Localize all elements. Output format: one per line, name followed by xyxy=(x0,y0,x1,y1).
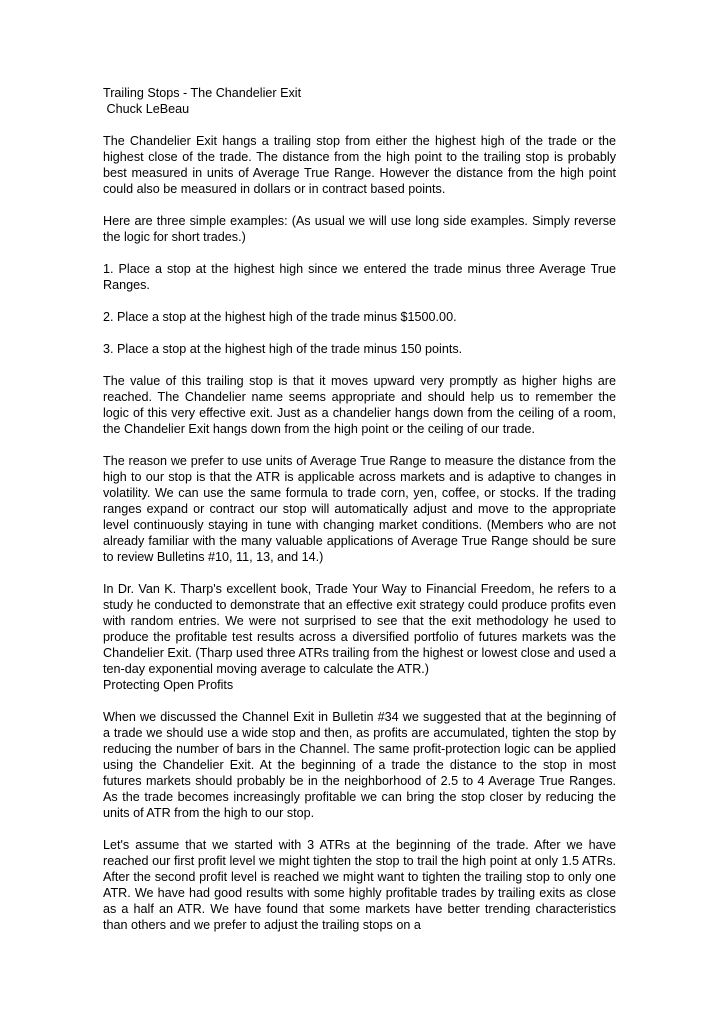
paragraph-value: The value of this trailing stop is that it moves upward very promptly as higher highs are reached. The Chandelier name seems appropriate and should help us to remember the logic of this very effective exit. Just as a chandelier hangs down from the ceiling of a room, the Chandelier Exit hangs down from the high point or the ceiling of our trade. xyxy=(103,374,616,436)
paragraph-intro: The Chandelier Exit hangs a trailing stop from either the highest high of the trade or the highest close of the trade. The distance from the high point to the trailing stop is probably best measured in units of Average True Range. However the distance from the high point could also be measured in dollars or in contract based points. xyxy=(103,134,616,196)
paragraph-example-3: 3. Place a stop at the highest high of the trade minus 150 points. xyxy=(103,342,463,356)
document-page xyxy=(103,85,616,949)
paragraph-examples: Here are three simple examples: (As usual we will use long side examples. Simply reverse the logic for short trades.) xyxy=(103,214,616,244)
paragraph-example-2: 2. Place a stop at the highest high of the trade minus $1500.00. xyxy=(103,310,457,324)
paragraph-example-1: 1. Place a stop at the highest high since we entered the trade minus three Average True Ranges. xyxy=(103,262,616,292)
section-heading: Protecting Open Profits xyxy=(103,678,234,692)
paragraph-channel-exit: When we discussed the Channel Exit in Bulletin #34 we suggested that at the beginning of a trade we should use a wide stop and then, as profits are accumulated, tighten the stop by reducing the number of bars in the Channel. The same profit-protection logic can be applied using the Chandelier Exit. At the beginning of a trade the distance to the stop in most futures markets should probably be in the neighborhood of 2.5 to 4 Average True Ranges. As the trade becomes increasingly profitable we can bring the stop closer by reducing the units of ATR from the high to our stop. xyxy=(103,710,616,820)
document-author: Chuck LeBeau xyxy=(103,102,190,116)
paragraph-tharp: In Dr. Van K. Tharp's excellent book, Trade Your Way to Financial Freedom, he refers to a study he conducted to demonstrate that an effective exit strategy could produce profits even with random entries. We were not surprised to see that the exit methodology he used to produce the profitable test results across a diversified portfolio of futures markets was the Chandelier Exit. (Tharp used three ATRs trailing from the highest or lowest close and used a ten-day exponential moving average to calculate the ATR.) xyxy=(103,582,616,676)
paragraph-atr-levels: Let's assume that we started with 3 ATRs at the beginning of the trade. After we have reached our first profit level we might tighten the stop to trail the high point at only 1.5 ATRs. After the second profit level is reached we might want to tighten the trailing stop to only one ATR. We have had good results with some highly profitable trades by trailing exits as close as a half an ATR. We have found that some markets have better trending characteristics than others and we prefer to adjust the trailing stops on a xyxy=(103,838,616,932)
document-title: Trailing Stops - The Chandelier Exit xyxy=(103,86,302,100)
paragraph-atr-reason: The reason we prefer to use units of Average True Range to measure the distance from the high to our stop is that the ATR is applicable across markets and is adaptive to changes in volatility. We can use the same formula to trade corn, yen, coffee, or stocks. If the trading ranges expand or contract our stop will automatically adjust and move to the appropriate level continuously staying in tune with changing market conditions. (Members who are not already familiar with the many valuable applications of Average True Range should be sure to review Bulletins #10, 11, 13, and 14.) xyxy=(103,454,616,564)
